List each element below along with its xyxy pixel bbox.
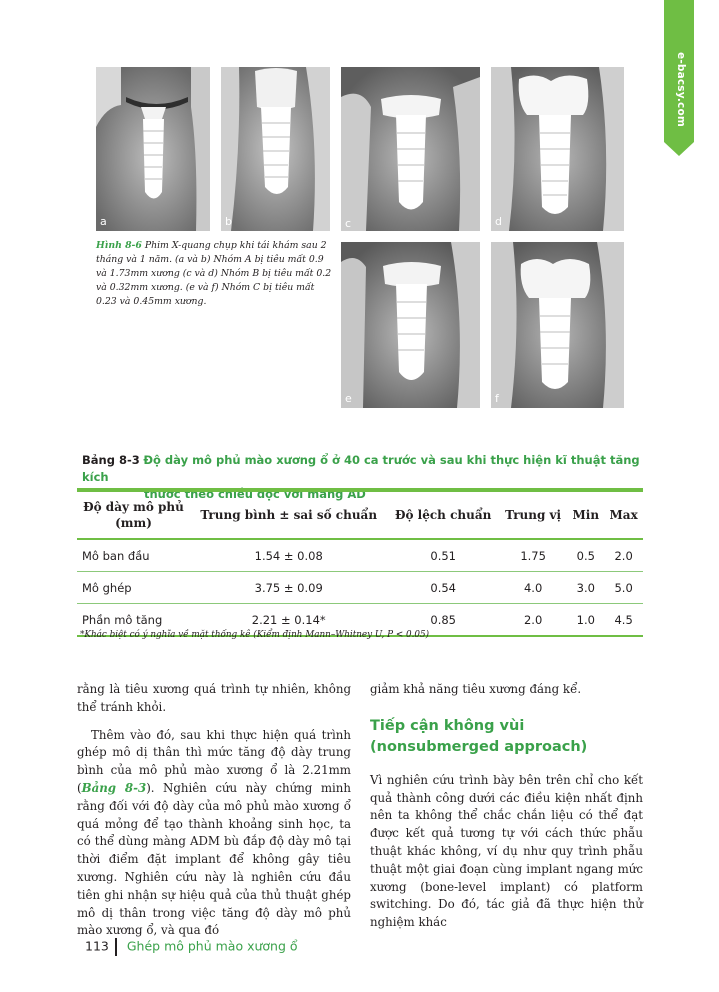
col-header-max: Max bbox=[604, 490, 643, 539]
section-heading: Tiếp cận không vùi (nonsubmerged approach) bbox=[370, 717, 588, 755]
table-label: Bảng 8-3 bbox=[82, 453, 140, 467]
table-row bbox=[77, 572, 643, 604]
table-title-line2: thước theo chiều dọc với màng AD bbox=[144, 487, 366, 501]
col-header-mean: Trung bình ± sai số chuẩn bbox=[190, 490, 387, 539]
data-table bbox=[77, 488, 643, 637]
table-cell: 3.75 ± 0.09 bbox=[190, 572, 387, 604]
figure-caption bbox=[96, 239, 333, 309]
xray-panel-a bbox=[96, 67, 210, 231]
paragraph-text: Thêm vào đó, sau khi thực hiện quá trình ghép mô dị thân thì mức tăng độ dày trung bình của mô phủ mào xương ổ là 2.21mm ( bbox=[77, 727, 351, 795]
xray-panel-c bbox=[341, 67, 480, 231]
site-watermark: e-bacsy.com bbox=[675, 52, 687, 128]
table-cell: 4.5 bbox=[604, 604, 643, 637]
table-cell: 0.85 bbox=[387, 604, 499, 637]
paragraph: Vì nghiên cứu trình bày bên trên chỉ cho kết quả thành công dưới các điều kiện nhất định nên ta không thể chắc chắn liệu có thể đạt được kết quả tương tự với cách thức phẫu thuật khác không, ví dụ như quy trình phẫu thuật một giai đoạn cùng implant ngang mức xương (bone-level implant) có platform switching. Do đó, tác giả đã thực hiện thử nghiệm khác bbox=[370, 772, 643, 930]
panel-label-b: b bbox=[225, 215, 232, 228]
table-cell: 0.54 bbox=[387, 572, 499, 604]
xray-panel-f bbox=[491, 242, 624, 408]
table-title-line1: Độ dày mô phủ mào xương ổ ở 40 ca trước và sau khi thực hiện kĩ thuật tăng kích bbox=[82, 453, 640, 484]
table-footnote: *Khác biệt có ý nghĩa về mặt thống kê (Kiểm định Mann–Whitney U, P < 0.05) bbox=[80, 630, 430, 640]
table-cell: 2.0 bbox=[499, 604, 567, 637]
table-cell: 0.51 bbox=[387, 539, 499, 572]
xray-panel-e bbox=[341, 242, 480, 408]
page-number: 113 bbox=[85, 938, 109, 954]
table-cell: Phần mô tăng bbox=[77, 604, 190, 637]
col-header-min: Min bbox=[567, 490, 604, 539]
table-cell: 2.21 ± 0.14* bbox=[190, 604, 387, 637]
table-reference-link[interactable]: Bảng 8-3 bbox=[81, 780, 147, 795]
chapter-title: Ghép mô phủ mào xương ổ bbox=[126, 938, 298, 954]
panel-label-e: e bbox=[345, 392, 352, 405]
table-cell: 1.54 ± 0.08 bbox=[190, 539, 387, 572]
table-cell: 5.0 bbox=[604, 572, 643, 604]
panel-label-a: a bbox=[100, 215, 107, 228]
table-cell: 0.5 bbox=[567, 539, 604, 572]
table-cell: 1.75 bbox=[499, 539, 567, 572]
paragraph-text: ). Nghiên cứu này chứng minh rằng đối với độ dày của mô phủ mào xương ổ quá mỏng để tạo thành khoảng sinh học, ta có thể dùng màng ADM bù đắp độ dày mô tại thời điểm đặt implant để không gây tiêu xương. Nghiên cứu này là nghiên cứu đầu tiên ghi nhận sự hiệu quả của thủ thuật ghép mô dị thân trong việc tăng độ dày mô phủ mào xương ổ, và qua đó bbox=[77, 780, 351, 938]
col-header-median: Trung vị bbox=[499, 490, 567, 539]
panel-label-c: c bbox=[345, 217, 352, 230]
table-row bbox=[77, 539, 643, 572]
table-cell: 1.0 bbox=[567, 604, 604, 637]
table-cell: 3.0 bbox=[567, 572, 604, 604]
xray-panel-d bbox=[491, 67, 624, 231]
body-column-left bbox=[77, 681, 351, 940]
table-cell: 4.0 bbox=[499, 572, 567, 604]
table-cell: Mô ghép bbox=[77, 572, 190, 604]
footer-divider bbox=[115, 938, 117, 956]
col-header-thickness: Độ dày mô phủ (mm) bbox=[77, 490, 190, 539]
xray-panel-b bbox=[221, 67, 330, 231]
table-cell: Mô ban đầu bbox=[77, 539, 190, 572]
paragraph bbox=[77, 727, 351, 941]
table-header-row bbox=[77, 490, 643, 539]
panel-label-d: d bbox=[495, 215, 502, 228]
figure-caption-text: Phim X-quang chụp khi tái khám sau 2 tháng và 1 năm. (a và b) Nhóm A bị tiêu mất 0.9 và 1.73mm xương (c và d) Nhóm B bị tiêu mất 0.2 và 0.32mm xương. (e và f) Nhóm C bị tiêu mất 0.23 và 0.45mm xương. bbox=[96, 240, 332, 307]
paragraph: giảm khả năng tiêu xương đáng kể. bbox=[370, 682, 582, 696]
panel-label-f: f bbox=[495, 392, 499, 405]
paragraph: rằng là tiêu xương quá trình tự nhiên, không thể tránh khỏi. bbox=[77, 682, 351, 714]
page-footer bbox=[85, 938, 298, 956]
table-cell: 2.0 bbox=[604, 539, 643, 572]
body-column-right bbox=[370, 681, 643, 932]
figure-label: Hình 8-6 bbox=[96, 240, 142, 251]
col-header-sd: Độ lệch chuẩn bbox=[387, 490, 499, 539]
side-tab bbox=[664, 0, 694, 142]
